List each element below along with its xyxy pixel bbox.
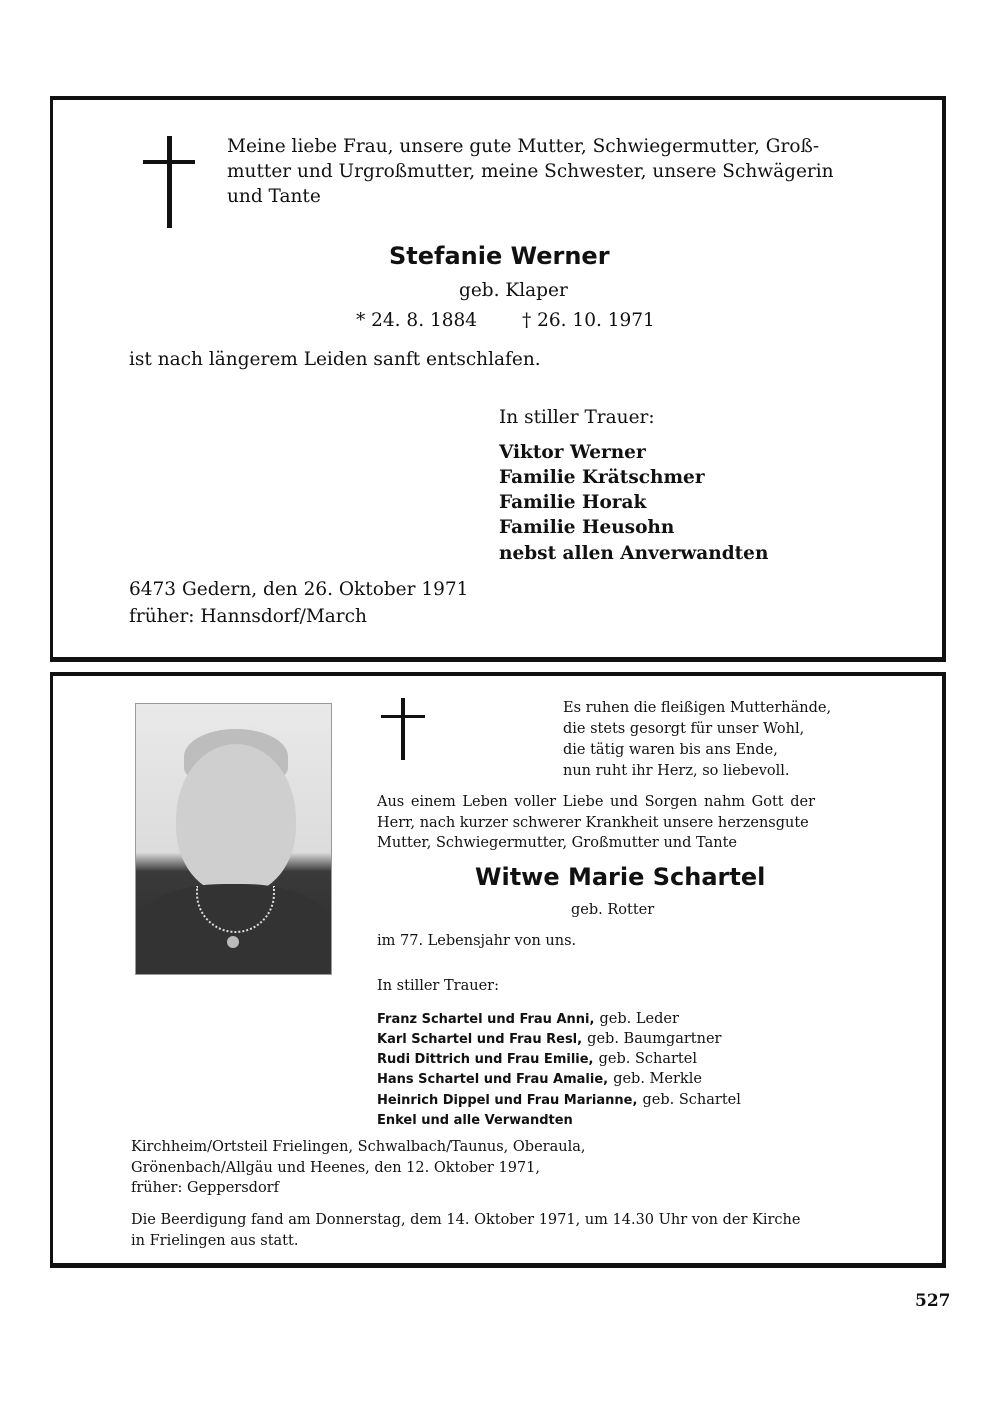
mourner-names: Karl Schartel und Frau Resl, bbox=[377, 1032, 583, 1047]
mourner bbox=[377, 1109, 573, 1128]
mourning-label: In stiller Trauer: bbox=[499, 407, 655, 428]
mourner-birth-name: geb. Leder bbox=[599, 1011, 679, 1027]
intro-line: Mutter, Schwiegermutter, Großmutter und Tante bbox=[377, 835, 737, 851]
mourner: nebst allen Anverwandten bbox=[499, 543, 769, 564]
cross-icon bbox=[381, 698, 425, 760]
intro-line: Meine liebe Frau, unsere gute Mutter, Schwiegermutter, Groß- bbox=[227, 136, 820, 157]
verse-line: nun ruht ihr Herz, so liebevoll. bbox=[563, 763, 790, 779]
cross-icon bbox=[143, 136, 195, 228]
deceased-name: Witwe Marie Schartel bbox=[475, 863, 766, 891]
mourner: Familie Heusohn bbox=[499, 517, 675, 538]
mourner-birth-name: geb. Schartel bbox=[642, 1092, 741, 1108]
page-number: 527 bbox=[915, 1291, 951, 1311]
obituary-notice-werner bbox=[50, 96, 946, 662]
places-line: früher: Geppersdorf bbox=[131, 1180, 279, 1196]
mourner: Familie Krätschmer bbox=[499, 467, 705, 488]
former-residence: früher: Hannsdorf/March bbox=[129, 606, 367, 627]
places-line: Grönenbach/Allgäu und Heenes, den 12. Oktober 1971, bbox=[131, 1160, 540, 1176]
birth-date: * 24. 8. 1884 bbox=[356, 310, 478, 331]
mourner bbox=[377, 1028, 721, 1050]
mourner bbox=[377, 1089, 741, 1111]
verse-line: die stets gesorgt für unser Wohl, bbox=[563, 721, 805, 737]
mourner-birth-name: geb. Merkle bbox=[613, 1071, 702, 1087]
deceased-name: Stefanie Werner bbox=[389, 242, 610, 270]
mourner-birth-name: geb. Schartel bbox=[598, 1051, 697, 1067]
mourner-names: Enkel und alle Verwandten bbox=[377, 1113, 573, 1128]
funeral-line: Die Beerdigung fand am Donnerstag, dem 14. Oktober 1971, um 14.30 Uhr von der Kirche bbox=[131, 1212, 801, 1228]
mourner-names: Hans Schartel und Frau Amalie, bbox=[377, 1072, 609, 1087]
mourner bbox=[377, 1068, 702, 1090]
verse-line: Es ruhen die fleißigen Mutterhände, bbox=[563, 700, 832, 716]
birth-name: geb. Klaper bbox=[459, 280, 568, 301]
mourner bbox=[377, 1048, 697, 1070]
funeral-line: in Frielingen aus statt. bbox=[131, 1233, 299, 1249]
birth-name: geb. Rotter bbox=[571, 902, 655, 918]
mourner: Familie Horak bbox=[499, 492, 647, 513]
mourner-names: Franz Schartel und Frau Anni, bbox=[377, 1012, 595, 1027]
mourner-names: Heinrich Dippel und Frau Marianne, bbox=[377, 1093, 638, 1108]
portrait-photo bbox=[135, 703, 332, 975]
age-line: im 77. Lebensjahr von uns. bbox=[377, 933, 577, 949]
death-date: † 26. 10. 1971 bbox=[522, 310, 655, 331]
mourner-names: Rudi Dittrich und Frau Emilie, bbox=[377, 1052, 594, 1067]
mourner-birth-name: geb. Baumgartner bbox=[587, 1031, 722, 1047]
mourner bbox=[377, 1008, 679, 1030]
statement: ist nach längerem Leiden sanft entschlafen. bbox=[129, 349, 541, 370]
intro-line: mutter und Urgroßmutter, meine Schwester, unsere Schwägerin bbox=[227, 161, 834, 182]
verse-line: die tätig waren bis ans Ende, bbox=[563, 742, 778, 758]
places-line: Kirchheim/Ortsteil Frielingen, Schwalbach/Taunus, Oberaula, bbox=[131, 1139, 586, 1155]
mourner: Viktor Werner bbox=[499, 442, 646, 463]
mourning-label: In stiller Trauer: bbox=[377, 978, 499, 994]
intro-line: Herr, nach kurzer schwerer Krankheit unsere herzensgute bbox=[377, 815, 809, 831]
intro-line: und Tante bbox=[227, 186, 321, 207]
place-date: 6473 Gedern, den 26. Oktober 1971 bbox=[129, 579, 469, 600]
intro-line: Aus einem Leben voller Liebe und Sorgen nahm Gott der bbox=[377, 794, 816, 810]
obituary-notice-schartel bbox=[50, 672, 946, 1268]
